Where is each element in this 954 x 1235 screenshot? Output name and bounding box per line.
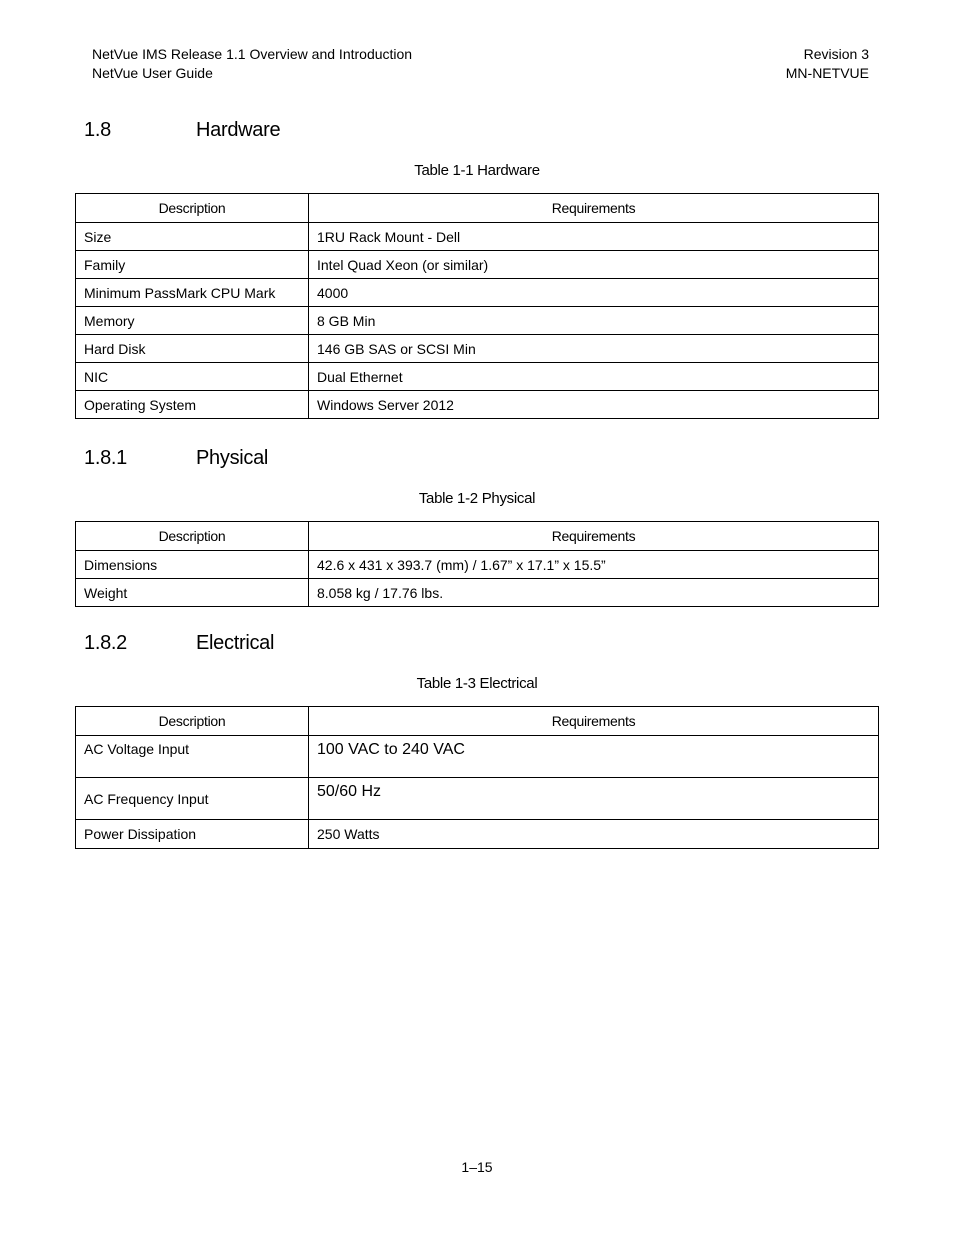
table-header-row [76,194,879,223]
column-header-description: Description [76,707,309,736]
description-cell: Memory [76,307,309,335]
section-heading-hardware [84,119,280,142]
requirements-cell: 4000 [309,279,879,307]
requirements-cell: 8 GB Min [309,307,879,335]
requirements-cell: 50/60 Hz [309,778,879,820]
table-caption-electrical: Table 1-3 Electrical [416,675,538,692]
document-header-right [786,45,869,83]
description-cell: Family [76,251,309,279]
description-cell: Dimensions [76,551,309,579]
description-cell: AC Frequency Input [76,778,309,820]
requirements-cell: Intel Quad Xeon (or similar) [309,251,879,279]
section-title: Physical [196,447,269,469]
table-row [76,223,879,251]
section-title: Electrical [196,632,275,654]
table-row [76,307,879,335]
table-row [76,335,879,363]
column-header-description: Description [76,522,309,551]
requirements-cell: 100 VAC to 240 VAC [309,736,879,778]
table-caption-hardware: Table 1-1 Hardware [414,162,540,179]
section-heading-electrical [84,632,274,655]
table-row [76,778,879,820]
column-header-requirements: Requirements [309,194,879,223]
table-row [76,736,879,778]
table-row [76,820,879,849]
requirements-cell: Dual Ethernet [309,363,879,391]
document-subtitle: NetVue User Guide [92,65,213,81]
document-number: MN-NETVUE [785,65,869,81]
table-row [76,551,879,579]
table-row [76,391,879,419]
description-cell: Minimum PassMark CPU Mark [76,279,309,307]
requirements-cell: 146 GB SAS or SCSI Min [309,335,879,363]
description-cell: NIC [76,363,309,391]
table-header-row [76,707,879,736]
revision-label: Revision 3 [803,46,869,62]
page-number: 1–15 [461,1159,493,1175]
requirements-cell: 1RU Rack Mount - Dell [309,223,879,251]
requirements-cell: 42.6 x 431 x 393.7 (mm) / 1.67” x 17.1” x 15.5” [309,551,879,579]
table-row [76,251,879,279]
table-caption-physical: Table 1-2 Physical [418,490,536,507]
description-cell: Size [76,223,309,251]
description-cell: Power Dissipation [76,820,309,849]
hardware-table [75,193,879,419]
column-header-requirements: Requirements [309,522,879,551]
section-title: Hardware [196,119,281,141]
document-title: NetVue IMS Release 1.1 Overview and Introduction [92,46,413,62]
physical-table [75,521,879,607]
description-cell: AC Voltage Input [76,736,309,778]
table-header-row [76,522,879,551]
description-cell: Weight [76,579,309,607]
table-row [76,363,879,391]
requirements-cell: 8.058 kg / 17.76 lbs. [309,579,879,607]
section-number: 1.8.2 [84,632,127,654]
description-cell: Hard Disk [76,335,309,363]
requirements-cell: 250 Watts [309,820,879,849]
requirements-cell: Windows Server 2012 [309,391,879,419]
section-number: 1.8.1 [84,447,127,469]
section-number: 1.8 [84,119,111,141]
document-header-left [92,45,412,83]
electrical-table [75,706,879,849]
description-cell: Operating System [76,391,309,419]
table-row [76,279,879,307]
section-heading-physical [84,447,268,470]
column-header-description: Description [76,194,309,223]
table-row [76,579,879,607]
column-header-requirements: Requirements [309,707,879,736]
